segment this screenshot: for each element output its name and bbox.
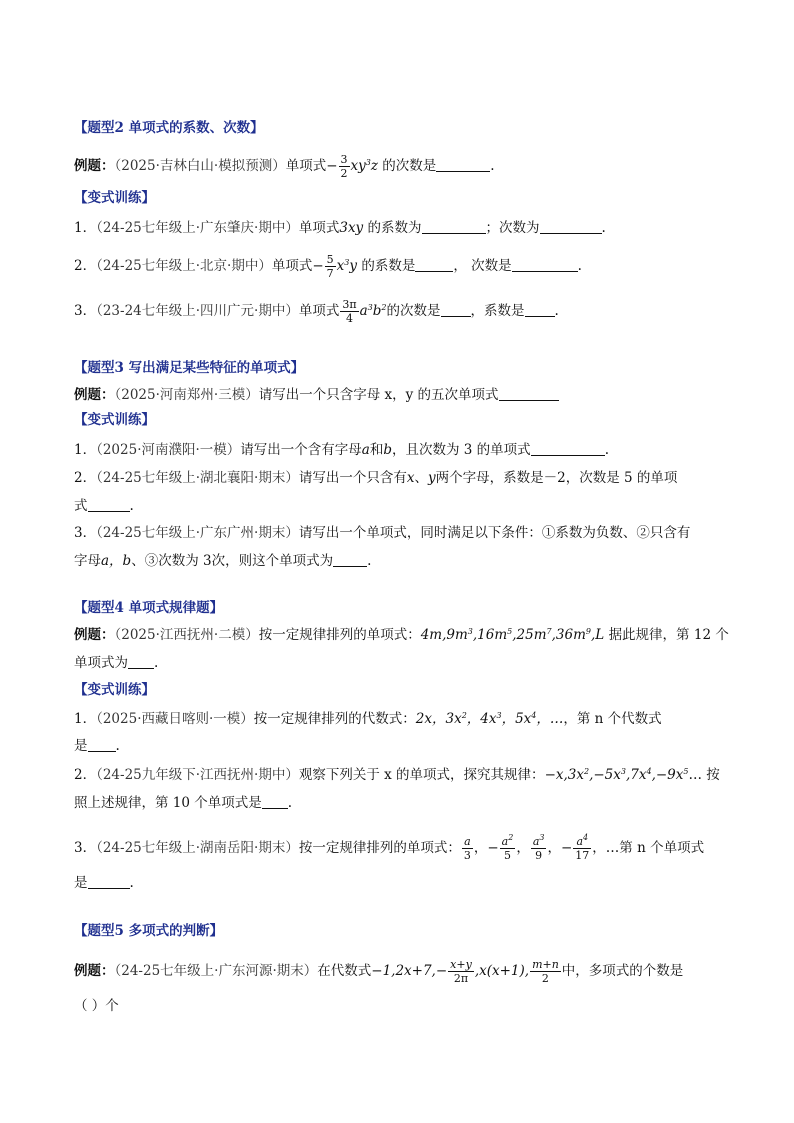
practice-label: 【变式训练】 [74,190,155,206]
example-5-cont: （ ）个 [74,998,119,1014]
answer-blank[interactable] [88,874,130,889]
section-heading-4: 【题型4 单项式规律题】 [74,600,224,616]
section-heading-2: 【题型2 单项式的系数、次数】 [74,120,264,136]
answer-blank[interactable] [88,497,130,512]
section-heading-3: 【题型3 写出满足某些特征的单项式】 [74,360,305,376]
item-3-2-cont: 式 . [74,498,134,514]
fraction: $\frac{3}{2}$ [340,153,348,180]
example-5: 例题：（24-25七年级上·广东河源·期末）在代数式−1,2x+7,− $\frac{x+y}{2\pi}$ ,x(x+1), $\frac{m+n}{2}$ 中，多项式的个数是 [74,958,684,985]
example-4: 例题：（2025·江西抚州·二模）按一定规律排列的单项式：$4m,9m^3,16m^5,25m^7,36m^9,L$ 据此规律，第 12 个 [74,627,729,643]
item-2-2: 2．（24-25七年级上·北京·期中）单项式− $\frac{5}{7}$ $x^3y$ 的系数是 ， 次数是 . [74,253,582,280]
fraction: $\frac{a}{3}$ [463,835,471,862]
item-4-2: 2．（24-25九年级下·江西抚州·期中）观察下列关于 x 的单项式，探究其规律：$-x,3x^2,-5x^3,7x^4,-9x^5\dots$ 按 [74,767,720,783]
example-2: 例题：（2025·吉林白山·模拟预测）单项式− $\frac{3}{2}$ $xy^3z$ 的次数是 . [74,153,495,180]
item-2-1: 1．（24-25七年级上·广东肇庆·期中）单项式3xy 的系数为 ；次数为 . [74,220,606,236]
fraction: $\frac{3\pi}{4}$ [342,298,357,325]
answer-blank[interactable] [525,302,555,317]
fraction: $\frac{a^3}{9}$ [532,833,545,862]
fraction: $\frac{a^2}{5}$ [501,833,514,862]
source: （2025·吉林白山·模拟预测） [114,158,286,174]
example-4-cont: 单项式为 . [74,655,159,671]
item-4-2-cont: 照上述规律，第 10 个单项式是 . [74,795,293,811]
fraction: $\frac{m+n}{2}$ [532,958,559,985]
answer-blank[interactable] [262,794,288,809]
section-heading-5: 【题型5 多项式的判断】 [74,923,224,939]
item-4-1: 1．（2025·西藏日喀则·一模）按一定规律排列的代数式：2x，$3x^2$，$4x^3$，$5x^4$，…，第 n 个代数式 [74,711,662,727]
answer-blank[interactable] [499,386,559,401]
answer-blank[interactable] [531,441,605,456]
answer-blank[interactable] [333,552,367,567]
item-4-3: 3．（24-25七年级上·湖南岳阳·期末）按一定规律排列的单项式： $\frac{a}{3}$ ，− $\frac{a^2}{5}$ ， $\frac{a^3}{9}$ ，− $\frac{a^4}{17}$ ，…第 n 个单项式 [74,833,705,862]
item-4-1-cont: 是 . [74,738,120,754]
item-2-3: 3．（23-24七年级上·四川广元·期中）单项式 $\frac{3\pi}{4}$ $a^3b^2$的次数是 ，系数是 . [74,298,559,325]
example-label: 例题： [74,158,115,174]
item-4-3-cont: 是 . [74,875,134,891]
answer-blank[interactable] [415,257,453,272]
practice-label: 【变式训练】 [74,412,155,428]
example-3: 例题：（2025·河南郑州·三模）请写出一个只含字母 x，y 的五次单项式 [74,385,734,405]
item-3-1: 1．（2025·河南濮阳·一模）请写出一个含有字母a和b，且次数为 3 的单项式 . [74,442,609,458]
answer-blank[interactable] [128,654,154,669]
fraction: $\frac{a^4}{17}$ [575,833,590,862]
item-3-2: 2．（24-25七年级上·湖北襄阳·期末）请写出一个只含有x、y两个字母，系数是－2，次数是 5 的单项 [74,470,678,486]
practice-label: 【变式训练】 [74,682,155,698]
answer-blank[interactable] [512,257,578,272]
answer-blank[interactable] [422,219,486,234]
answer-blank[interactable] [436,157,490,172]
item-3-3-cont: 字母a，b、③次数为 3次，则这个单项式为 . [74,553,372,569]
answer-blank[interactable] [88,737,116,752]
item-3-3: 3．（24-25七年级上·广东广州·期末）请写出一个单项式，同时满足以下条件：①系数为负数、②只含有 [74,525,691,541]
fraction: $\frac{x+y}{2\pi}$ [450,958,472,985]
answer-blank[interactable] [441,302,471,317]
answer-blank[interactable] [540,219,602,234]
fraction: $\frac{5}{7}$ [326,253,334,280]
